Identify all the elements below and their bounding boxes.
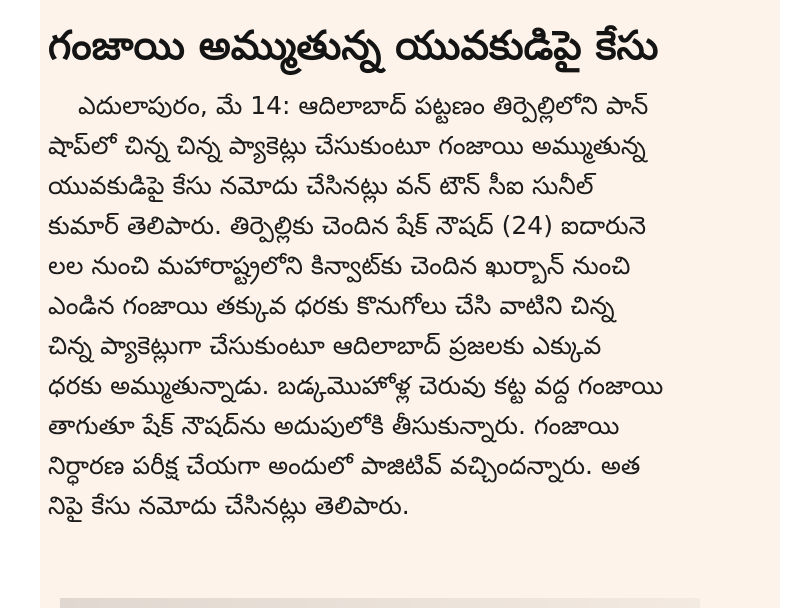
article-line: నిపై కేసు నమోదు చేసినట్లు తెలిపారు. <box>48 491 410 520</box>
article-line: నిర్ధారణ పరీక్ష చేయగా అందులో పాజిటివ్ వచ్చిందన్నారు. అత <box>48 451 641 480</box>
page-margin-left <box>0 0 40 608</box>
article-headline: గంజాయి అమ్ముతున్న యువకుడిపై కేసు <box>48 23 659 69</box>
article-line: షాప్‌లో చిన్న చిన్న ప్యాకెట్లు చేసుకుంటూ గంజాయి అమ్ముతున్న <box>48 131 646 160</box>
page-margin-right <box>780 0 800 608</box>
article-line: తాగుతూ షేక్ నౌషద్‌ను అదుపులోకి తీసుకున్నారు. గంజాయి <box>48 411 620 440</box>
cropped-next-text <box>60 598 700 608</box>
article-line: యువకుడిపై కేసు నమోదు చేసినట్లు వన్ టౌన్ సీఐ సునీల్ <box>48 171 594 200</box>
article-line: ఎండిన గంజాయి తక్కువ ధరకు కొనుగోలు చేసి వాటిని చిన్న <box>48 291 615 320</box>
article-line: ధరకు అమ్ముతున్నాడు. బడ్కమొహోళ్ల చెరువు కట్ట వద్ద గంజాయి <box>48 371 664 400</box>
article-line: ఎదులాపురం, మే 14: ఆదిలాబాద్ పట్టణం తిర్పెల్లిలోని పాన్ <box>78 91 649 120</box>
article-line: చిన్న ప్యాకెట్లుగా చేసుకుంటూ ఆదిలాబాద్ ప్రజలకు ఎక్కువ <box>48 331 602 360</box>
article-line: కుమార్ తెలిపారు. తిర్పెల్లికు చెందిన షేక్ నౌషద్ (24) ఐదారునె <box>48 211 647 240</box>
article-line: లల నుంచి మహారాష్ట్రలోని కిన్వాట్‌కు చెందిన ఖుర్బాన్ నుంచి <box>48 251 631 280</box>
article-body <box>48 86 776 526</box>
